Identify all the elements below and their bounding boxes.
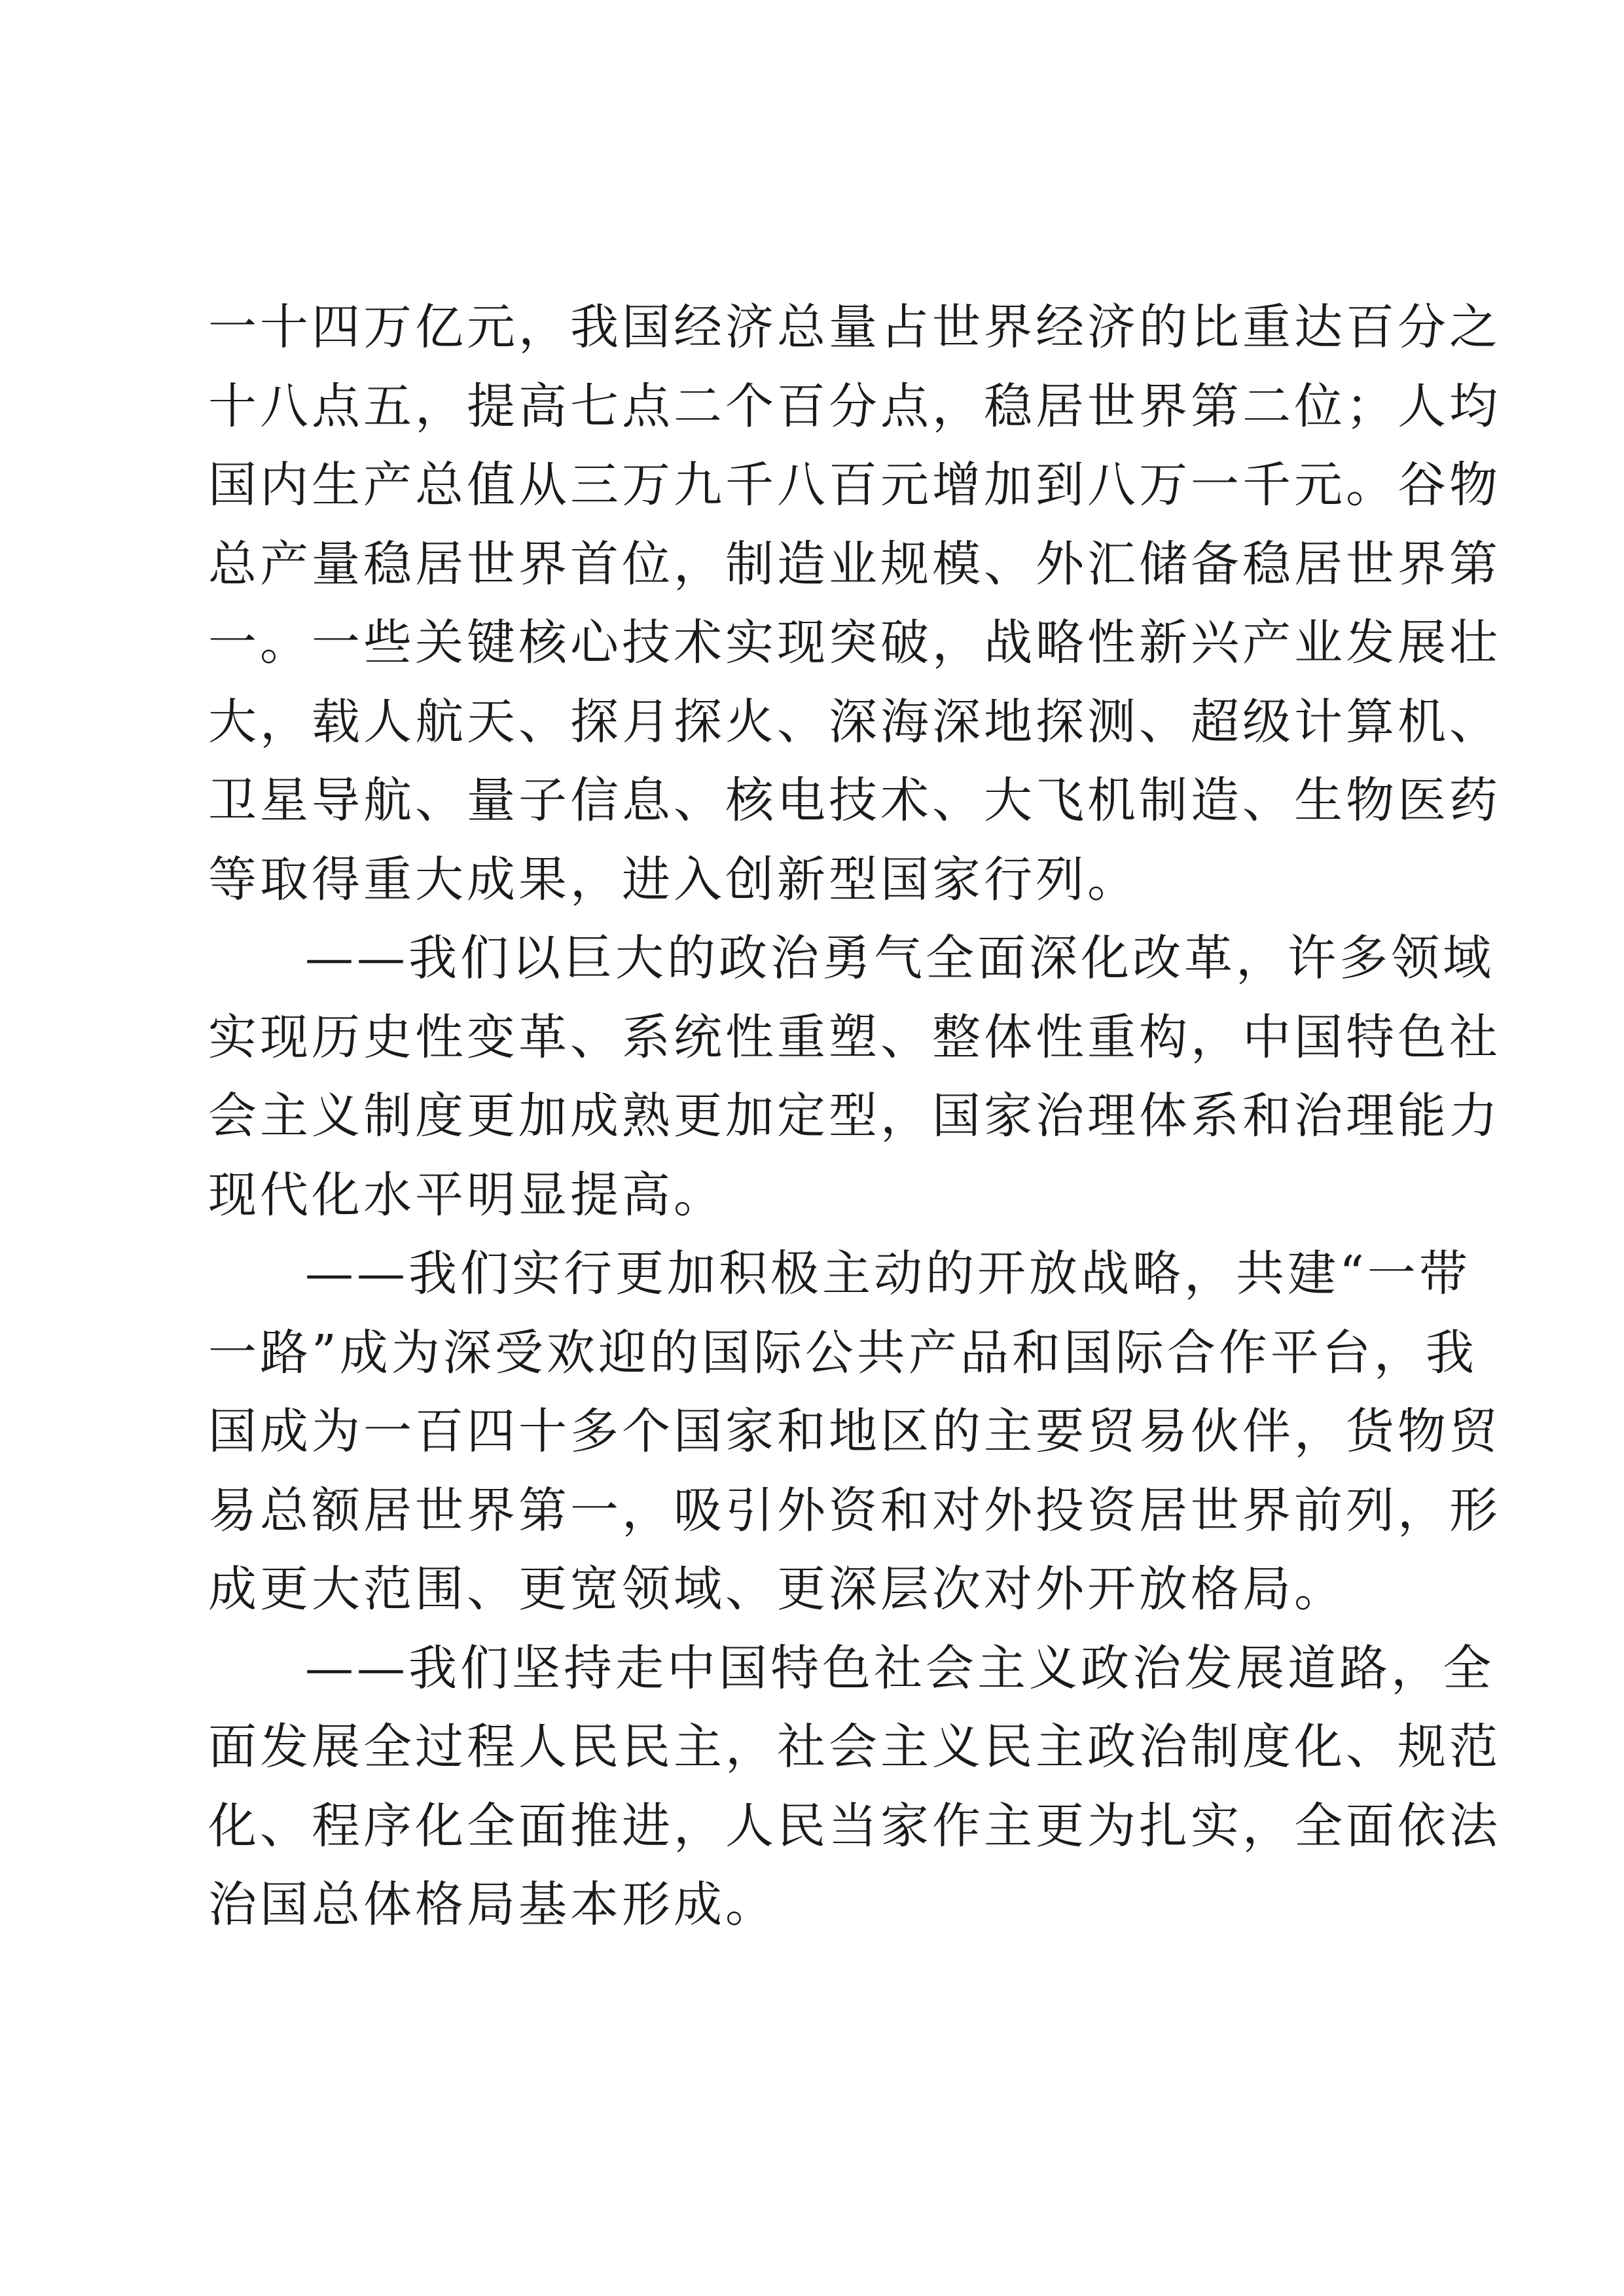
paragraph-reform	[208, 919, 1501, 1234]
text-line-last: 成更大范围、更宽领域、更深层次对外开放格局。	[208, 1561, 1346, 1617]
text-line: 大，载人航天、探月探火、深海深地探测、超级计算机、	[208, 693, 1501, 750]
paragraph-democracy	[208, 1629, 1501, 1945]
text-line: 一十四万亿元，我国经济总量占世界经济的比重达百分之	[208, 299, 1501, 355]
text-line: 面发展全过程人民民主，社会主义民主政治制度化、规范	[208, 1719, 1501, 1775]
text-line: 总产量稳居世界首位，制造业规模、外汇储备稳居世界第	[208, 535, 1501, 592]
text-line-last: 现代化水平明显提高。	[208, 1166, 725, 1223]
text-line: 一。一些关键核心技术实现突破，战略性新兴产业发展壮	[208, 615, 1501, 671]
text-line: 会主义制度更加成熟更加定型，国家治理体系和治理能力	[208, 1088, 1501, 1144]
text-line: 国成为一百四十多个国家和地区的主要贸易伙伴，货物贸	[208, 1403, 1501, 1460]
paragraph-economy	[208, 288, 1501, 919]
text-line: 易总额居世界第一，吸引外资和对外投资居世界前列，形	[208, 1482, 1501, 1539]
text-line-first: ——我们以巨大的政治勇气全面深化改革，许多领域	[305, 930, 1494, 986]
text-line: 国内生产总值从三万九千八百元增加到八万一千元。谷物	[208, 457, 1501, 513]
text-line: 十八点五，提高七点二个百分点，稳居世界第二位；人均	[208, 378, 1501, 435]
text-line: 一路”成为深受欢迎的国际公共产品和国际合作平台，我	[208, 1324, 1477, 1381]
text-line: 实现历史性变革、系统性重塑、整体性重构，中国特色社	[208, 1009, 1501, 1066]
text-line-last: 治国总体格局基本形成。	[208, 1876, 777, 1933]
body-text	[208, 288, 1501, 1945]
text-line-first: ——我们坚持走中国特色社会主义政治发展道路，全	[305, 1640, 1494, 1696]
text-line: 化、程序化全面推进，人民当家作主更为扎实，全面依法	[208, 1797, 1501, 1854]
text-line-first: ——我们实行更加积极主动的开放战略，共建“一带	[305, 1246, 1471, 1302]
text-line: 卫星导航、量子信息、核电技术、大飞机制造、生物医药	[208, 772, 1501, 829]
text-line-last: 等取得重大成果，进入创新型国家行列。	[208, 851, 1139, 908]
paragraph-opening	[208, 1234, 1501, 1629]
